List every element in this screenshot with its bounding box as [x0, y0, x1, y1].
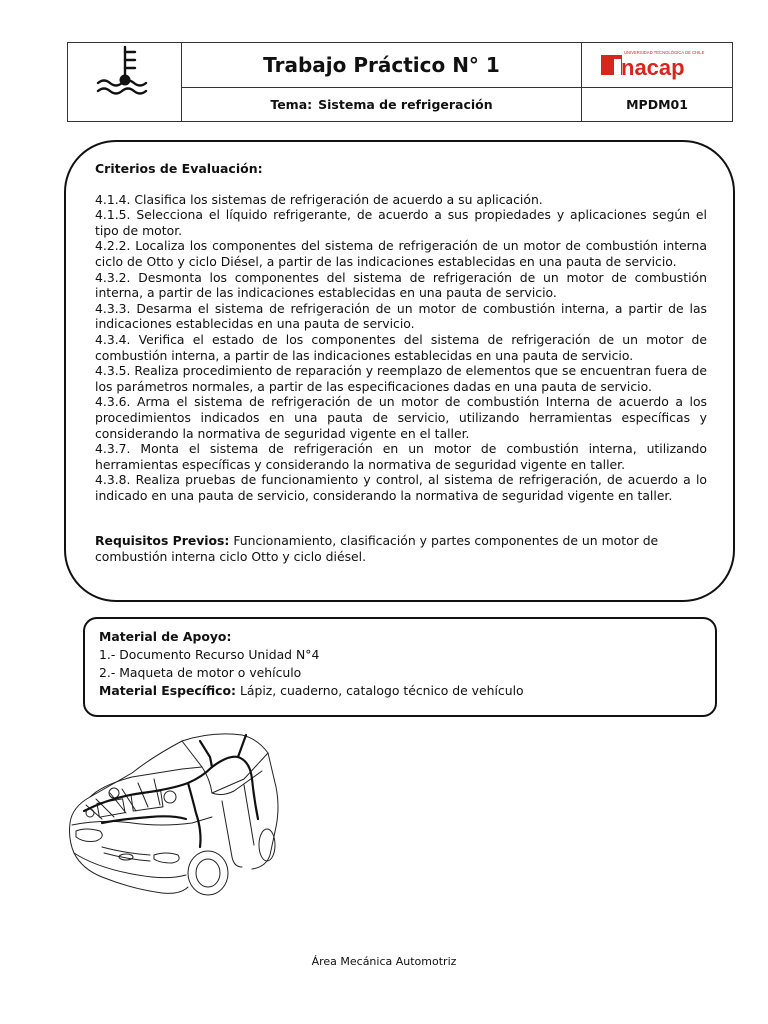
document-header [67, 42, 733, 122]
criteria-title: Criterios de Evaluación: [95, 161, 263, 176]
criteria-item: 4.1.4. Clasifica los sistemas de refrigeración de acuerdo a su aplicación. [95, 191, 543, 207]
specific-material [99, 682, 524, 700]
car-engine-illustration [62, 727, 282, 905]
criteria-item: 4.3.5. Realiza procedimiento de reparación y reemplazo de elementos que se encuentran fuera de los parámetros normales, a partir de las especificaciones dadas en una pauta de servicio. [95, 363, 707, 394]
page-footer: Área Mecánica Automotriz [311, 955, 457, 968]
criteria-item: 4.1.5. Selecciona el líquido refrigerante, de acuerdo a sus propiedades y aplicaciones según el tipo de motor. [95, 207, 707, 238]
criteria-item: 4.2.2. Localiza los componentes del sistema de refrigeración de un motor de combustión interna ciclo de Otto y ciclo Diésel, a partir de las indicaciones establecidas en una pauta de servicio. [95, 238, 707, 269]
svg-text:nacap: nacap [621, 55, 685, 80]
support-material-box [83, 617, 717, 717]
criteria-content [95, 161, 707, 565]
evaluation-criteria-box [64, 140, 735, 602]
car-line-drawing [62, 727, 282, 905]
header-icon-cell [68, 43, 182, 121]
page-title: Trabajo Práctico N° 1 [182, 43, 582, 88]
material-content [99, 628, 524, 700]
specific-text: Lápiz, cuaderno, catalogo técnico de vehículo [239, 683, 524, 698]
criteria-item: 4.3.7. Monta el sistema de refrigeración en un motor de combustión interna, utilizando herramientas específicas y considerando la normativa de seguridad vigente en taller. [95, 441, 707, 472]
criteria-item: 4.3.2. Desmonta los componentes del sistema de refrigeración de un motor de combustión interna, a partir de las indicaciones establecidas en una pauta de servicio. [95, 269, 707, 301]
coolant-temperature-icon [68, 43, 182, 121]
course-code: MPDM01 [626, 97, 688, 112]
prerequisites [95, 533, 707, 564]
criteria-item: 4.3.6. Arma el sistema de refrigeración de un motor de combustión Interna de acuerdo a los procedimientos indicados en una pauta de servicio, utilizando herramientas específicas y considerando la normativa de seguridad vigente en el taller. [95, 394, 707, 441]
material-item: 1.- Documento Recurso Unidad N°4 [99, 647, 320, 662]
inacap-logo-mark [582, 43, 732, 88]
topic-value: Sistema de refrigeración [318, 97, 493, 112]
svg-text:UNIVERSIDAD TECNOLÓGICA DE CHI: UNIVERSIDAD TECNOLÓGICA DE CHILE [624, 50, 705, 55]
criteria-item: 4.3.4. Verifica el estado de los componentes del sistema de refrigeración de un motor de combustión interna, a partir de las indicaciones establecidas en una pauta de servicio. [95, 331, 707, 363]
topic-cell [182, 88, 582, 121]
specific-label: Material Específico: [99, 683, 236, 698]
topic-label: Tema: [270, 97, 313, 112]
material-item: 2.- Maqueta de motor o vehículo [99, 665, 302, 680]
prereq-text: Funcionamiento, clasificación y partes componentes de un motor de combustión interna ciclo Otto y ciclo diésel. [95, 533, 659, 565]
criteria-item: 4.3.8. Realiza pruebas de funcionamiento y control, al sistema de refrigeración, de acuerdo a lo indicado en una pauta de servicio, considerando la normativa de seguridad vigente en taller. [95, 472, 707, 503]
prereq-label: Requisitos Previos: [95, 533, 230, 549]
material-title: Material de Apoyo: [99, 629, 232, 644]
inacap-logo [582, 43, 732, 88]
criteria-item: 4.3.3. Desarma el sistema de refrigeración de un motor de combustión interna, a partir de las indicaciones establecidas en una pauta de servicio. [95, 300, 707, 332]
